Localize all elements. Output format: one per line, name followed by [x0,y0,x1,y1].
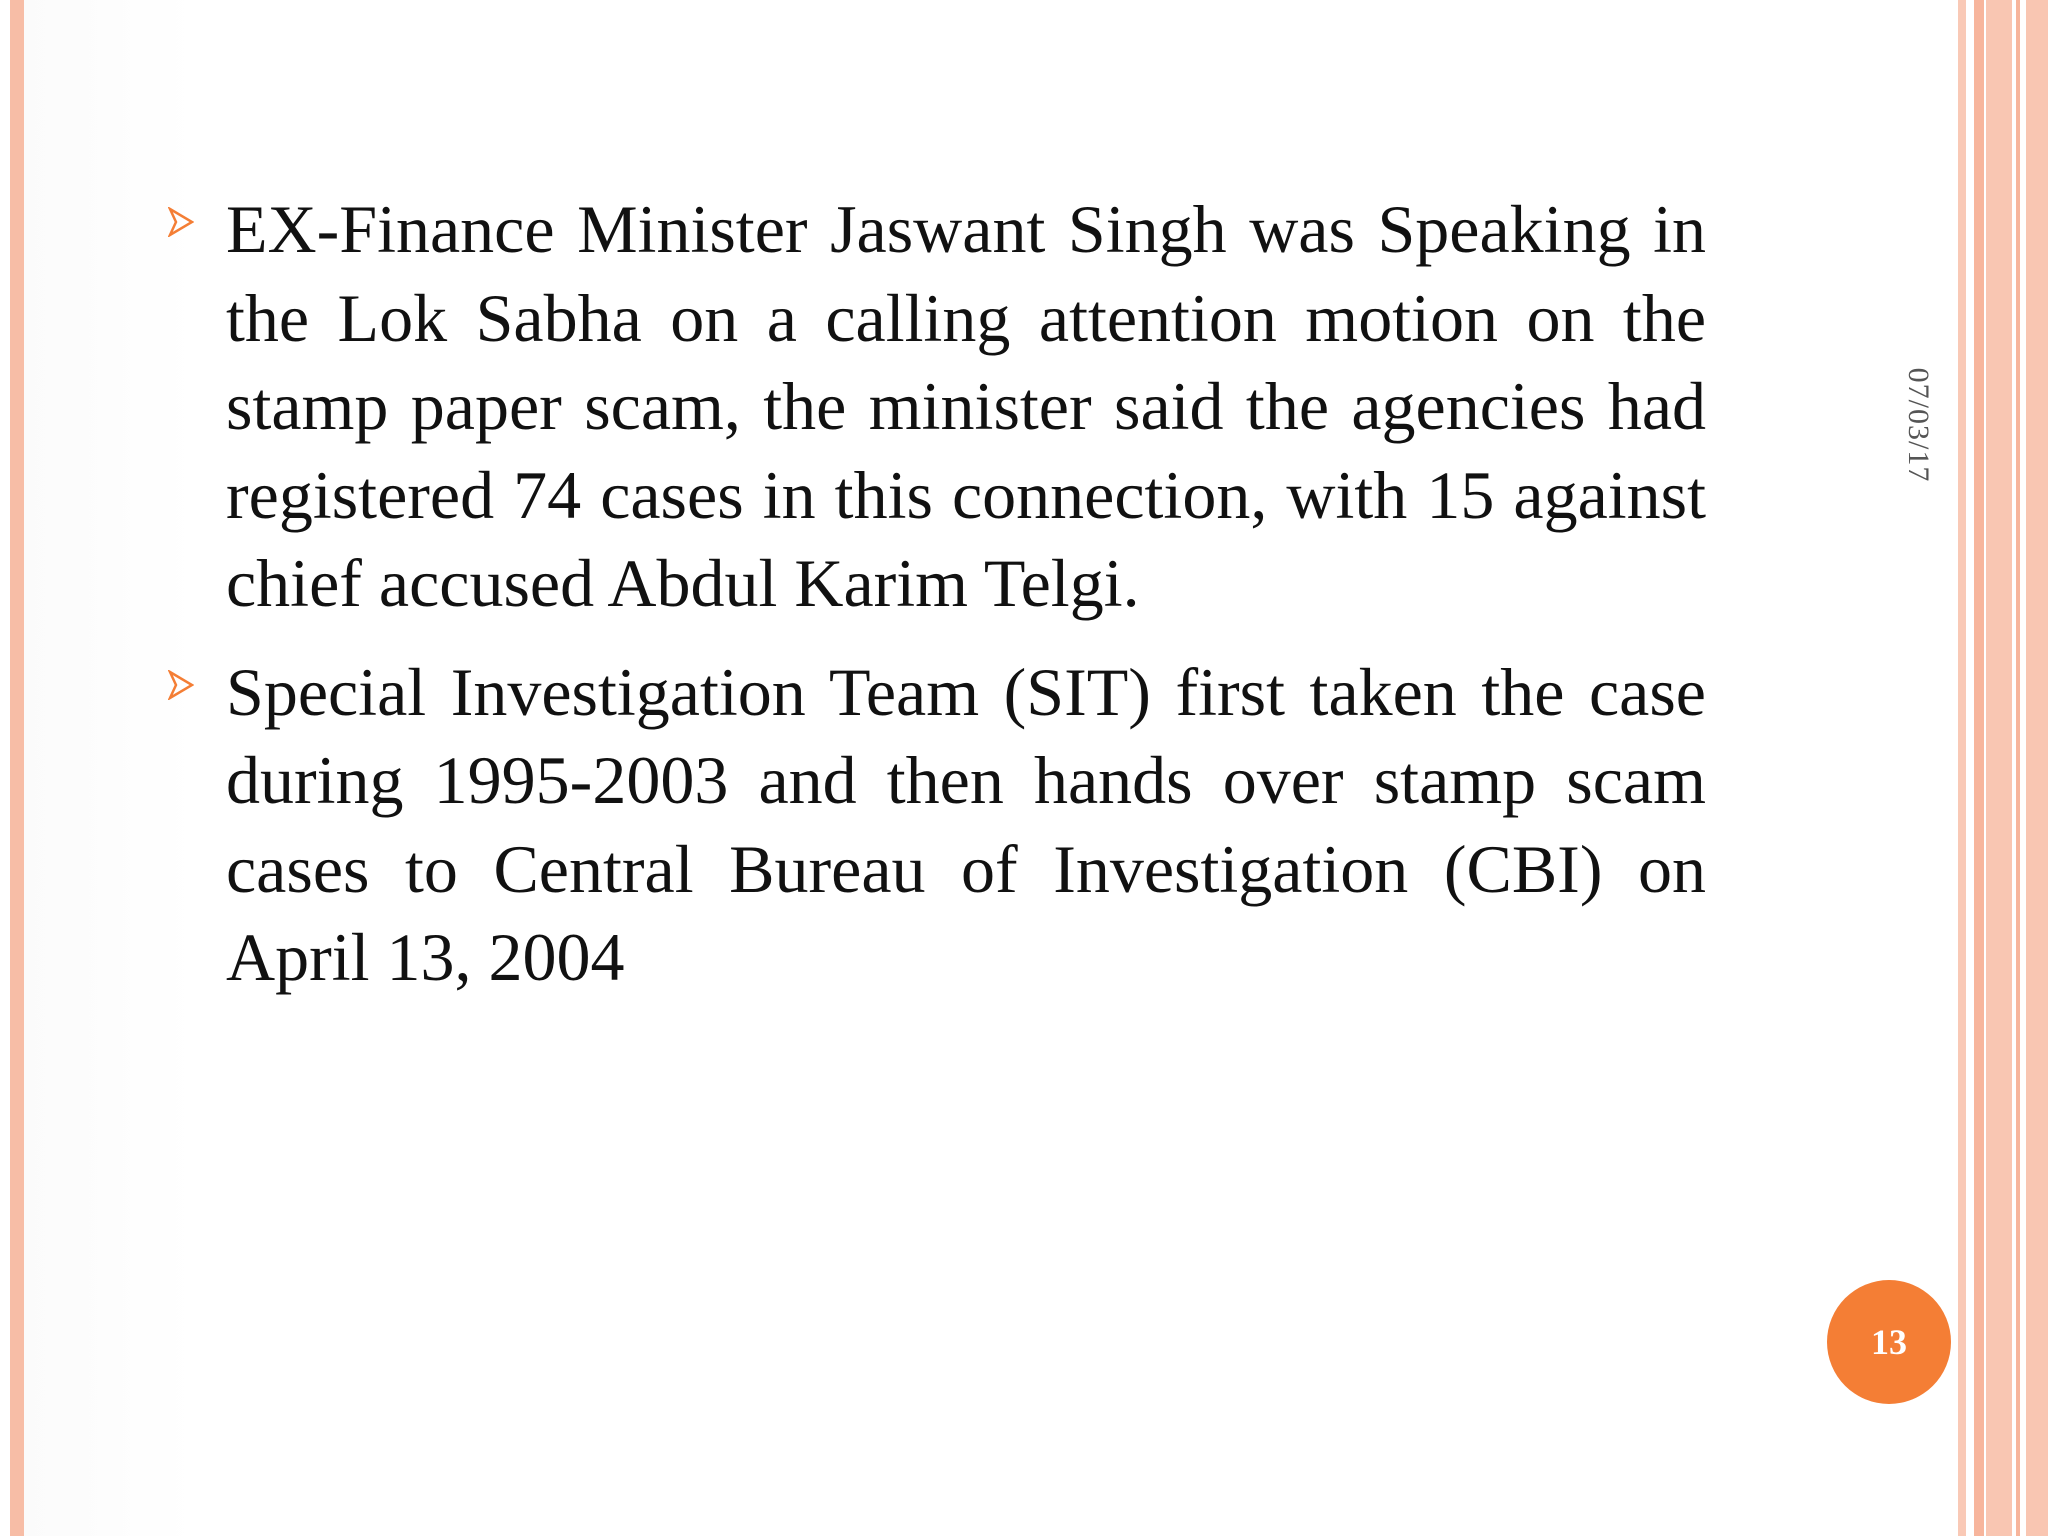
page-number: 13 [1871,1322,1907,1362]
right-border-stripe [1986,0,2012,1536]
slide-date: 07/03/17 [1902,367,1935,483]
bullet-item [160,185,1710,628]
bullet-text [226,185,1706,628]
bullet-line: was Speaking in the Lok Sabha on a calling [226,191,1707,356]
bullet-line: stamp scam cases to Central Bureau [226,742,1706,907]
bullet-item [160,648,1710,1002]
bullet-line: of Investigation (CBI) on April 13, 2004 [226,830,1706,995]
bullet-line: Special Investigation Team (SIT) first taken the [226,653,1565,730]
bullet-line: in this connection, with 15 against chief accused [226,456,1706,621]
bullet-line: Abdul Karim Telgi. [607,545,1140,621]
bullet-line: EX-Finance Minister Jaswant Singh [226,191,1227,267]
left-border-stripe [10,0,24,1536]
right-border-stripe [1974,0,1984,1536]
page-number-badge [1827,1280,1951,1404]
right-border-stripe [1958,0,1966,1536]
bullet-line: minister said the agencies had registered 74 cases [226,368,1707,533]
slide-content [160,185,1710,1022]
arrowhead-bullet-icon [168,670,194,700]
bullet-line: case during 1995-2003 and then hands over [226,653,1706,818]
right-border-stripe [2026,0,2048,1536]
arrowhead-bullet-icon [168,207,194,237]
bullet-text [226,648,1706,1002]
bullet-line: attention motion on the stamp paper scam, the [226,279,1707,444]
